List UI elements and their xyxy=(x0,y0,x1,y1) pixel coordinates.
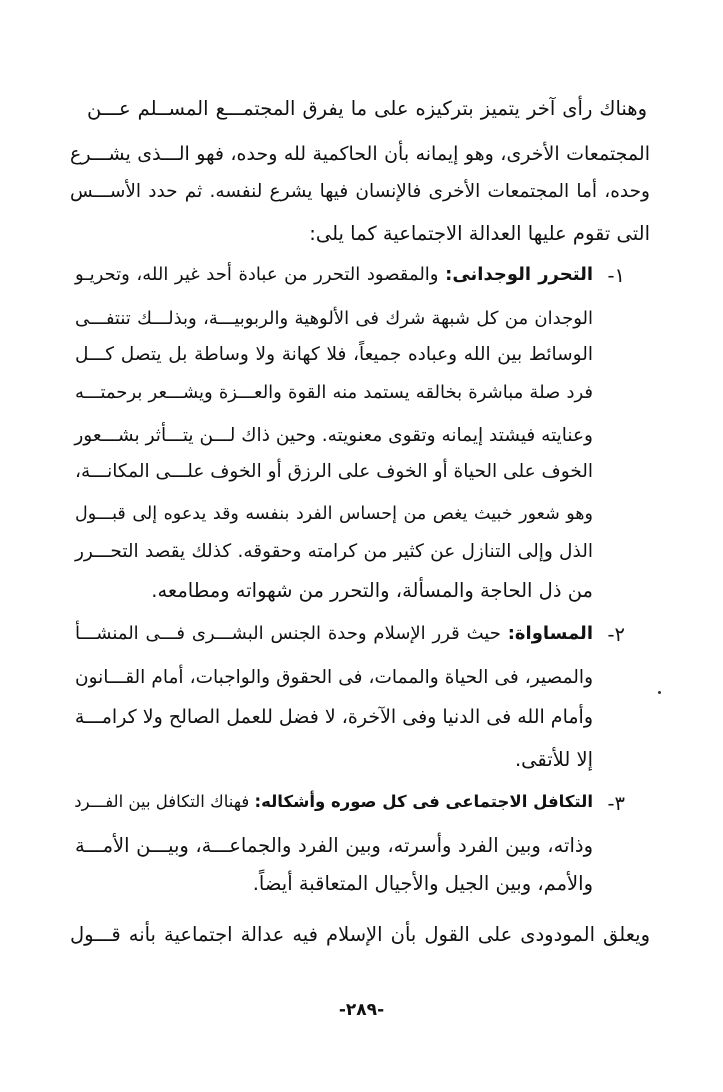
closing-line-1: ويعلق المودودى على القول بأن الإسلام فيه عدالة اجتماعية بأنه قـــول xyxy=(70,923,650,946)
item-1-line-7: وهو شعور خبيث يغص من إحساس الفرد بنفسه وقد يدعوه إلى قبـــول xyxy=(75,504,593,524)
intro-line-4: التى تقوم عليها العدالة الاجتماعية كما يلى: xyxy=(309,222,650,245)
item-1-line-1-text: والمقصود التحرر من عبادة أحد غير الله، وتحريـو xyxy=(75,264,439,285)
item-1-line-5: وعنايته فيشتد إيمانه وتقوى معنويته. وحين ذاك لـــن يتـــأثر بشـــعور xyxy=(74,425,593,446)
item-1-line-4: فرد صلة مباشرة بخالقه يستمد منه القوة والعـــزة ويشـــعر برحمتـــه xyxy=(75,382,593,403)
item-1-line-1 xyxy=(75,266,593,284)
item-1-title: التحرر الوجدانى: xyxy=(445,264,593,285)
item-3-line-3: والأمم، وبين الجيل والأجيال المتعاقبة أيضاً. xyxy=(252,872,593,895)
item-1-line-3: الوسائط بين الله وعباده جميعاً، فلا كهانة ولا وساطة بل يتصل كـــل xyxy=(75,344,593,365)
item-2-line-2: والمصير، فى الحياة والممات، فى الحقوق والواجبات، أمام القـــانون xyxy=(75,667,593,688)
item-3-line-2: وذاته، وبين الفرد وأسرته، وبين الفرد والجماعـــة، وبيـــن الأمـــة xyxy=(75,834,593,857)
item-3-line-1 xyxy=(75,794,593,811)
intro-line-2: المجتمعات الأخرى، وهو إيمانه بأن الحاكمية لله وحده، فهو الـــذى يشـــرع xyxy=(70,143,650,165)
item-2-line-4: إلا للأتقى. xyxy=(514,748,593,771)
intro-line-3: وحده، أما المجتمعات الأخرى فالإنسان فيها يشرع لنفسه. ثم حدد الأســـس xyxy=(70,181,650,202)
item-1-line-6: الخوف على الحياة أو الخوف على الرزق أو الخوف علـــى المكانـــة، xyxy=(75,461,593,482)
item-3-number: ٣- xyxy=(607,792,625,815)
item-2-title: المساواة: xyxy=(507,623,593,644)
item-2-line-3: وأمام الله فى الدنيا وفى الآخرة، لا فضل للعمل الصالح ولا كرامـــة xyxy=(74,706,593,728)
item-2-number: ٢- xyxy=(607,623,625,646)
item-3-line-1-text: فهناك التكافل بين الفـــرد xyxy=(74,792,250,811)
item-1-line-9: من ذل الحاجة والمسألة، والتحرر من شهواته ومطامعه. xyxy=(151,579,593,602)
item-1-number: ١- xyxy=(607,264,625,287)
item-3-title: التكافل الاجتماعى فى كل صوره وأشكاله: xyxy=(254,792,593,811)
intro-line-1: وهناك رأى آخر يتميز بتركيزه على ما يفرق المجتمـــع المســلم عـــن xyxy=(87,97,647,120)
item-1-line-8: الذل وإلى التنازل عن كثير من كرامته وحقوقه. كذلك يقصد التحـــرر xyxy=(75,541,593,562)
item-2-line-1-text: حيث قرر الإسلام وحدة الجنس البشـــرى فـــى المنشـــأ xyxy=(75,623,501,644)
scan-speck xyxy=(658,691,661,694)
page-number: -٢٨٩- xyxy=(338,1000,385,1020)
item-1-line-2: الوجدان من كل شبهة شرك فى الألوهية والربوبيـــة، وبذلـــك تنتفـــى xyxy=(75,308,593,329)
item-2-line-1 xyxy=(75,625,593,643)
